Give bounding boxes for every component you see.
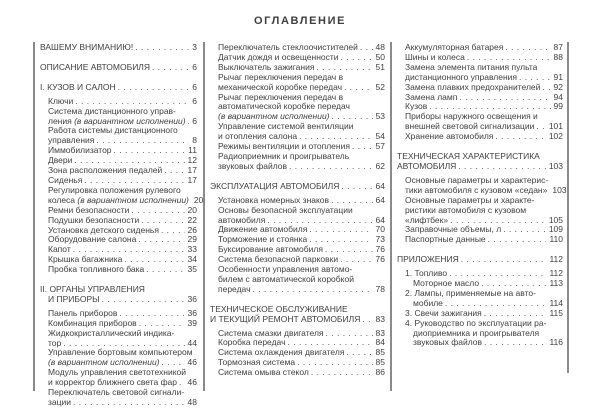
toc-entry-text: Замена элемента питания пульта	[405, 61, 538, 72]
toc-entry-text: Двери	[48, 155, 73, 166]
column-rule-mid-2	[390, 42, 392, 391]
page-number: 105	[548, 214, 563, 225]
toc-entry-text: Хранение автомобиля	[405, 131, 494, 142]
page-number: 34	[187, 254, 197, 265]
dot-leader	[505, 43, 550, 53]
toc-entry-text: Пробка топливного бака	[48, 264, 145, 275]
page-number: 102	[548, 131, 563, 142]
toc-line	[40, 63, 197, 73]
toc-line	[218, 368, 385, 378]
page-number: 92	[553, 81, 563, 92]
toc-line	[40, 43, 197, 53]
toc-entry-text-italic: (в вариантном исполнении)	[77, 194, 189, 205]
toc-entry-text: ПРИЛОЖЕНИЯ	[397, 254, 459, 265]
toc-item-entry	[210, 93, 385, 123]
toc-line	[48, 265, 197, 275]
page-number: 83	[375, 327, 385, 338]
page-number: 12	[187, 155, 197, 166]
toc-entry-text: Основные параметры и характе-	[405, 194, 535, 205]
toc-line	[40, 83, 197, 93]
page-number: 39	[187, 317, 197, 328]
dot-leader	[164, 166, 184, 176]
page-number: 64	[375, 214, 385, 225]
toc-entry-text: Режимы вентиляции и отопления	[218, 141, 350, 152]
page-number: 3	[192, 42, 197, 52]
page-number: 101	[548, 121, 563, 132]
toc-line	[48, 216, 197, 226]
dot-leader	[495, 132, 545, 142]
page-number: 76	[375, 244, 385, 255]
toc-entry-text: Система безопасной парковки	[218, 254, 339, 265]
page-number: 109	[548, 224, 563, 235]
dot-leader	[461, 255, 547, 265]
page-number: 6	[192, 81, 197, 92]
toc-section-entry	[40, 63, 197, 73]
page-number: 29	[187, 234, 197, 245]
toc-item-entry	[397, 289, 563, 309]
toc-entry-text: билем с автоматической коробкой	[218, 273, 354, 284]
toc-entry-text: зации	[48, 397, 71, 407]
toc-entry-text: Ключи	[48, 95, 74, 106]
toc-entry-text: Система дистанционного управ-	[48, 105, 176, 116]
page-number: 46	[187, 377, 197, 388]
toc-entry-text: диоприемника и проигрывателя	[413, 327, 540, 338]
toc-section-entry	[40, 285, 197, 305]
toc-entry-text: ЭКСПЛУАТАЦИЯ АВТОМОБИЛЯ	[210, 180, 340, 191]
page-number: 112	[549, 254, 563, 265]
toc-entry-text: ВАШЕМУ ВНИМАНИЮ!	[40, 42, 134, 52]
dot-leader	[352, 142, 373, 152]
toc-section-entry	[397, 152, 563, 172]
toc-line	[405, 338, 563, 348]
page-number: 91	[553, 71, 563, 82]
dot-leader	[344, 83, 372, 93]
toc-item-entry	[40, 107, 197, 127]
toc-entry-text: Рычаг переключения передач в	[218, 91, 344, 102]
dot-leader	[289, 162, 373, 172]
toc-entry-text: Ремни безопасности	[48, 204, 130, 215]
page-number: 20	[187, 204, 197, 215]
toc-entry-text: II. ОРГАНЫ УПРАВЛЕНИЯ	[40, 284, 145, 295]
page-number: 114	[549, 297, 563, 308]
page-number: 53	[375, 111, 385, 122]
dot-leader	[341, 182, 372, 192]
page-number: 54	[375, 131, 385, 142]
toc-entry-text: ТЕХНИЧЕСКОЕ ОБСЛУЖИВАНИЕ	[210, 303, 348, 314]
toc-entry-text: 4. Руководство по эксплуатации ра-	[405, 317, 547, 328]
dot-leader	[309, 225, 372, 235]
page-number: 36	[187, 307, 197, 318]
toc-entry-text: мобиле	[413, 297, 443, 308]
toc-entry-text: Подушки безопасности	[48, 214, 140, 225]
toc-section-entry	[210, 305, 385, 325]
toc-entry-text: Движение автомобиля	[218, 224, 308, 235]
toc-entry-text: Комбинация приборов	[48, 317, 137, 328]
toc-entry-text: 3. Свечи зажигания	[405, 307, 482, 318]
toc-item-entry	[40, 216, 197, 226]
page-number: 103	[552, 184, 567, 195]
toc-entry-text: Работа системы дистанционного	[48, 125, 178, 136]
toc-item-entry	[397, 319, 563, 349]
toc-entry-text: 1. Топливо	[405, 268, 448, 279]
toc-entry-text: ТЕХНИЧЕСКАЯ ХАРАКТЕРИСТИКА	[397, 151, 540, 162]
toc-entry-text: Замена ламп	[405, 91, 458, 102]
page-number: 35	[187, 264, 197, 275]
dot-leader	[161, 226, 185, 236]
page-number: 44	[187, 337, 197, 348]
toc-entry-text: звуковых файлов	[218, 160, 288, 171]
toc-entry-text: Буксирование автомобиля	[218, 244, 323, 255]
toc-entry-text: Переключатель световой сигнали-	[48, 387, 185, 398]
dot-leader	[152, 63, 189, 73]
toc-entry-text: Регулировка положения рулевого	[48, 184, 181, 195]
toc-item-entry	[40, 348, 197, 368]
toc-line	[210, 315, 385, 325]
page-number: 73	[375, 234, 385, 245]
toc-section-entry	[210, 182, 385, 192]
toc-entry-text-italic: (в вариантном исполнении)	[74, 115, 186, 126]
toc-item-entry	[40, 184, 204, 206]
toc-column-2	[210, 43, 385, 378]
page-number: 112	[549, 268, 563, 279]
page-number: 33	[187, 244, 197, 255]
toc-entry-text: внешней световой сигнализации	[405, 121, 535, 132]
page-number: 64	[375, 180, 385, 191]
page-number: 94	[553, 91, 563, 102]
toc-section-entry	[40, 43, 197, 53]
toc-entry-text: передач	[218, 283, 251, 294]
dot-leader	[341, 53, 373, 63]
dot-leader	[484, 338, 546, 348]
toc-entry-text: механической коробке передач	[218, 81, 343, 92]
toc-entry-text: Система смазки двигателя	[218, 327, 324, 338]
page-number: 57	[375, 141, 385, 152]
toc-entry-text: Коробка передач	[218, 337, 286, 348]
toc-item-entry	[210, 265, 385, 295]
page-number: 51	[375, 61, 385, 72]
toc-item-entry	[40, 368, 197, 388]
toc-entry-text: Управление системой вентиляции	[218, 121, 354, 132]
dot-leader	[360, 43, 373, 53]
toc-entry-text: Основные параметры и характерис-	[405, 174, 549, 185]
page-number: 17	[187, 165, 197, 176]
page-number: 103	[548, 160, 563, 171]
page-number: 84	[375, 337, 385, 348]
page-number: 46	[187, 357, 197, 368]
toc-entry-text: Моторное масло	[413, 278, 480, 289]
toc-entry-text: Радиоприемник и проигрыватель	[218, 150, 350, 161]
page-number: 48	[187, 397, 197, 407]
page-number: 86	[375, 367, 385, 378]
toc-entry-text-italic: (в вариантном исполнении)	[48, 357, 160, 368]
toc-entry-text: Выключатель зажигания	[218, 61, 315, 72]
page-number: 83	[375, 313, 385, 324]
page-title: ОГЛАВЛЕНИЕ	[253, 15, 347, 27]
toc-column-3	[397, 42, 567, 348]
toc-entry-text: Система охлаждения двигателя	[218, 347, 345, 358]
page-number: 62	[375, 160, 385, 171]
page-number: 6	[192, 95, 197, 106]
toc-entry-text: и корректор ближнего света фар	[48, 377, 178, 388]
toc-entry-text: Приборы наружного освещения и	[405, 111, 538, 122]
toc-entry-text: Иммобилизатор	[48, 145, 112, 156]
dot-leader	[253, 285, 373, 295]
toc-entry-text: автоматической коробке передач	[218, 101, 350, 112]
toc-entry-text: автомобиля	[218, 214, 266, 225]
toc-line	[48, 329, 197, 339]
toc-entry-text: управления	[48, 135, 95, 146]
toc-item-entry	[397, 174, 567, 196]
toc-section-entry	[40, 83, 197, 93]
toc-line	[405, 206, 563, 216]
toc-entry-text: Система омыва стекол	[218, 367, 309, 378]
page-number: 78	[375, 283, 385, 294]
page-number: 6	[192, 115, 197, 126]
toc-entry-text: ления (в вариантном исполнении)	[48, 115, 186, 126]
page-number: 20	[193, 194, 204, 205]
dot-leader	[114, 146, 186, 156]
dot-leader	[542, 83, 550, 93]
page-number: 22	[187, 214, 197, 225]
toc-line	[210, 182, 385, 192]
toc-entry-text: Основы безопасной эксплуатации	[218, 204, 353, 215]
toc-entry-text: Оборудование салона	[48, 234, 137, 245]
page-number: 48	[375, 42, 385, 52]
toc-entry-text: Аккумуляторная батарея	[405, 42, 504, 52]
toc-entry-text: тики автомобиля с кузовом «седан»	[405, 184, 548, 195]
page-number: 85	[375, 357, 385, 368]
dot-leader	[135, 43, 189, 53]
toc-entry-text: Торможение и стоянка	[218, 234, 308, 245]
page-number: 50	[375, 51, 385, 62]
toc-entry-text: И ПРИБОРЫ	[48, 293, 100, 304]
toc-entry-text: дистанционного управления	[405, 71, 517, 82]
toc-item-entry	[210, 73, 385, 93]
toc-entry-text: Управление бортовым компьютером	[48, 347, 193, 358]
toc-entry-text: «лифтбек»	[405, 214, 449, 225]
toc-entry-text: Панель приборов	[48, 307, 118, 318]
page-number: 52	[375, 81, 385, 92]
toc-entry-text: Крышка багажника	[48, 254, 123, 265]
page-number: 115	[549, 307, 563, 318]
toc-entry-text: ОПИСАНИЕ АВТОМОБИЛЯ	[40, 61, 151, 72]
toc-line	[397, 255, 563, 265]
toc-entry-text: Жидкокристаллический индика-	[48, 327, 175, 338]
toc-entry-text: Переключатель стеклоочистителей	[218, 42, 358, 52]
toc-entry-text: колеса (в вариантном исполнении)	[48, 194, 189, 205]
toc-line	[218, 285, 385, 295]
dot-leader	[326, 329, 373, 339]
dot-leader	[118, 83, 190, 93]
dot-leader	[131, 206, 184, 216]
dot-leader	[503, 225, 546, 235]
toc-item-entry	[40, 329, 197, 349]
toc-entry-text: и отопления салона	[218, 131, 298, 142]
toc-entry-text: И ТЕКУЩИЙ РЕМОНТ АВТОМОБИЛЯ	[210, 313, 361, 324]
dot-leader	[346, 348, 372, 358]
toc-entry-text: тор	[48, 337, 62, 348]
page-number: 6	[192, 61, 197, 72]
toc-entry-text: I. КУЗОВ И САЛОН	[40, 81, 116, 92]
toc-item-entry	[210, 122, 385, 142]
toc-entry-text: Модуль управления светотехникой	[48, 367, 186, 378]
toc-entry-text: Паспортные данные	[405, 234, 486, 245]
toc-item-entry	[210, 206, 385, 226]
page-number: 113	[549, 278, 563, 289]
toc-entry-text: Кузов	[405, 101, 428, 112]
dot-leader	[138, 235, 184, 245]
toc-entry-text: Особенности управления автомо-	[218, 264, 353, 275]
page-number: 76	[375, 254, 385, 265]
page-number: 8	[192, 135, 197, 146]
page-number: 87	[553, 42, 563, 52]
toc-entry-text: Установка номерных знаков	[218, 194, 330, 205]
page-number: 116	[549, 337, 563, 348]
toc-section-entry	[397, 255, 563, 265]
toc-entry-text: Капот	[48, 244, 71, 255]
toc-line	[405, 132, 563, 142]
toc-item-entry	[397, 235, 563, 245]
column-rule-right	[567, 42, 569, 373]
toc-line	[405, 235, 563, 245]
dot-leader	[141, 216, 184, 226]
column-rule-mid-1	[203, 42, 205, 391]
dot-leader	[536, 122, 545, 132]
toc-entry-text-italic: (в вариантном исполнении)	[218, 111, 330, 122]
toc-item-entry	[397, 132, 563, 142]
dot-leader	[188, 117, 190, 127]
toc-entry-text: 2. Лампы, применяемые на авто-	[405, 287, 536, 298]
toc-line	[40, 295, 197, 305]
dot-leader	[362, 315, 372, 325]
page-number: 36	[187, 293, 197, 304]
page-number: 85	[375, 347, 385, 358]
toc-entry-text: Замена плавких предохранителей	[405, 81, 541, 92]
toc-entry-text: звуковых файлов	[413, 337, 483, 348]
page-number: 17	[187, 174, 197, 185]
toc-item-entry	[210, 152, 385, 172]
toc-item-entry	[40, 388, 197, 408]
toc-item-entry	[397, 112, 563, 132]
toc-line	[397, 162, 563, 172]
toc-item-entry	[40, 126, 197, 146]
dot-leader	[488, 235, 547, 245]
dot-leader	[73, 398, 185, 408]
toc-line	[218, 162, 385, 172]
toc-line	[405, 93, 563, 103]
page-number: 11	[188, 145, 197, 156]
toc-item-entry	[210, 368, 385, 378]
toc-item-entry	[40, 265, 197, 275]
dot-leader	[458, 162, 546, 172]
dot-leader	[311, 368, 373, 378]
toc-entry-text: Шины и колеса	[405, 51, 465, 62]
toc-entry-text: Рычаг переключения передач в	[218, 71, 344, 82]
page-number: 64	[375, 194, 385, 205]
toc-item-entry	[397, 196, 563, 226]
toc-entry-text: Сиденья	[48, 174, 83, 185]
toc-item-entry	[397, 63, 563, 83]
toc-entry-text: АВТОМОБИЛЯ	[397, 160, 457, 171]
toc-entry-text: Заправочные объемы, л	[405, 224, 502, 235]
page-number: 110	[549, 234, 563, 245]
page-number: 88	[553, 51, 563, 62]
dot-leader	[146, 265, 184, 275]
toc-line	[218, 206, 385, 216]
toc-entry-text: ристики автомобиля с кузовом	[405, 204, 527, 215]
page-number: 70	[375, 224, 385, 235]
dot-leader	[102, 295, 185, 305]
toc-entry-text: Установка детского сиденья	[48, 224, 159, 235]
toc-entry-text: Зона расположения педалей	[48, 165, 163, 176]
page-number: 99	[553, 101, 563, 112]
toc-entry-text: Датчик дождя и освещенности	[218, 51, 339, 62]
column-rule-left	[33, 42, 35, 391]
dot-leader	[459, 93, 550, 103]
toc-entry-text: Тормозная система	[218, 357, 296, 368]
toc-column-1	[40, 42, 204, 408]
page-number: 26	[187, 224, 197, 235]
toc-line	[48, 398, 197, 408]
